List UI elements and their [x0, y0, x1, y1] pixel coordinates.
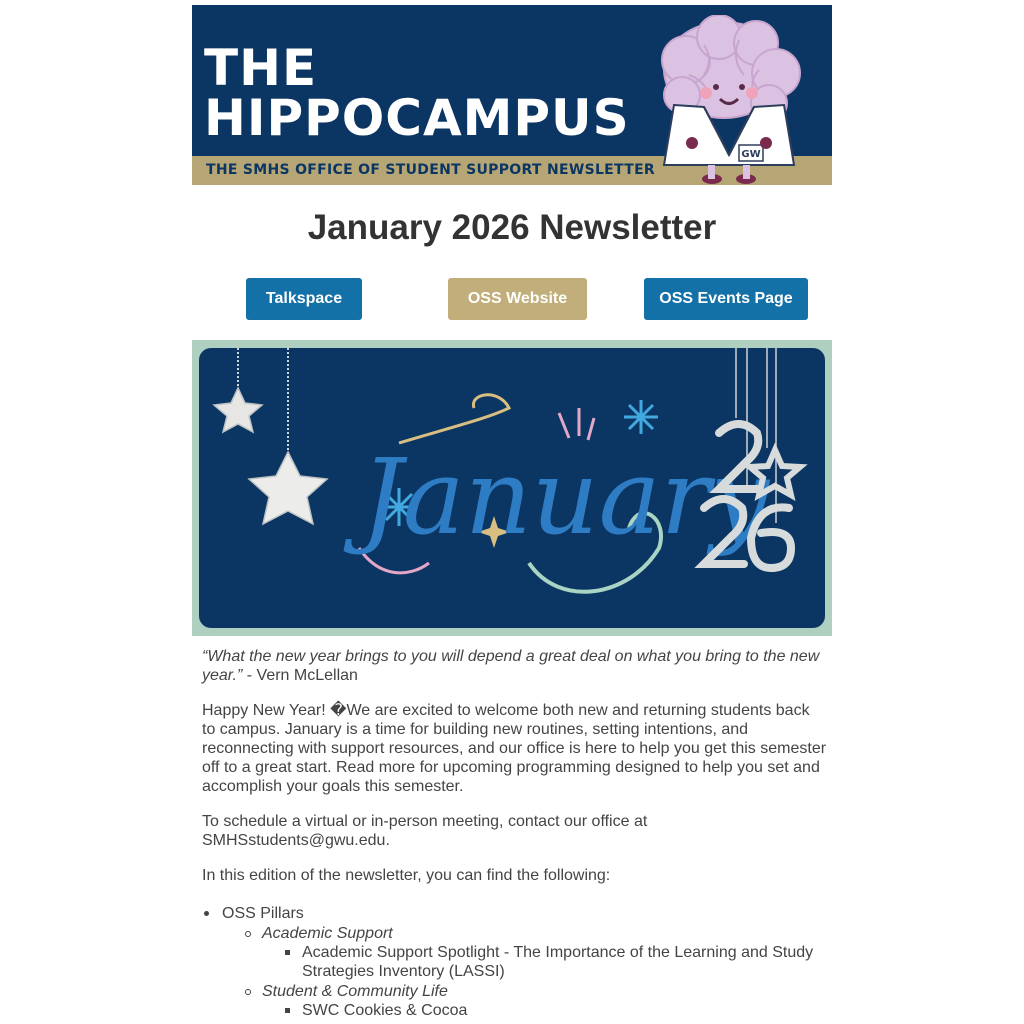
toc-section-title: Academic Support: [262, 925, 393, 942]
brain-mascot-icon: [644, 15, 832, 185]
masthead-title-line2: HIPPOCAMPUS: [204, 89, 630, 147]
hero-artwork: [199, 348, 825, 628]
page-title: January 2026 Newsletter: [307, 208, 717, 247]
oss-events-page-button[interactable]: OSS Events Page: [644, 278, 808, 320]
quick-links: [192, 278, 832, 322]
list-item: [222, 982, 827, 1020]
mascot-badge: GW: [741, 149, 761, 160]
table-of-contents: [202, 904, 827, 1020]
newsletter-body: [202, 647, 827, 1021]
january-hero-image: [192, 340, 832, 636]
masthead-title: [204, 39, 630, 147]
opening-quote: [202, 647, 827, 685]
masthead-subtitle: THE SMHS OFFICE OF STUDENT SUPPORT NEWSLETTER: [206, 162, 656, 178]
toc-section-title: Student & Community Life: [262, 983, 448, 1000]
oss-website-button[interactable]: OSS Website: [448, 278, 587, 320]
quote-attribution: - Vern McLellan: [242, 667, 358, 684]
list-item: [222, 924, 827, 981]
contact-paragraph: To schedule a virtual or in-person meeting, contact our office at SMHSstudents@gwu.edu.: [202, 813, 648, 849]
toc-pillar: OSS Pillars: [222, 905, 304, 922]
masthead-banner: [192, 5, 832, 185]
list-item: [202, 904, 827, 1020]
masthead-title-line1: THE: [204, 39, 318, 97]
talkspace-button[interactable]: Talkspace: [246, 278, 362, 320]
toc-link-item[interactable]: SWC Cookies & Cocoa: [262, 1001, 827, 1020]
star-ornament-icon: [214, 388, 262, 432]
newsletter: [192, 5, 832, 1019]
quote-text: “What the new year brings to you will depend a great deal on what you bring to the new year.”: [202, 648, 820, 684]
january-lettering: January: [361, 436, 770, 558]
hero-panel: [199, 348, 825, 628]
toc-intro: In this edition of the newsletter, you can find the following:: [202, 867, 611, 884]
toc-link-item[interactable]: Academic Support Spotlight - The Importance of the Learning and Study Strategies Inventory (LASSI): [262, 943, 827, 981]
intro-paragraph: Happy New Year! �We are excited to welcome both new and returning students back to campus. January is a time for building new routines, setting intentions, and reconnecting with support resources, and our office is here to help you get this semester off to a great start. Read more for upcoming programming designed to help you set and accomplish your goals this semester.: [202, 702, 827, 795]
star-ornament-icon: [249, 452, 327, 524]
